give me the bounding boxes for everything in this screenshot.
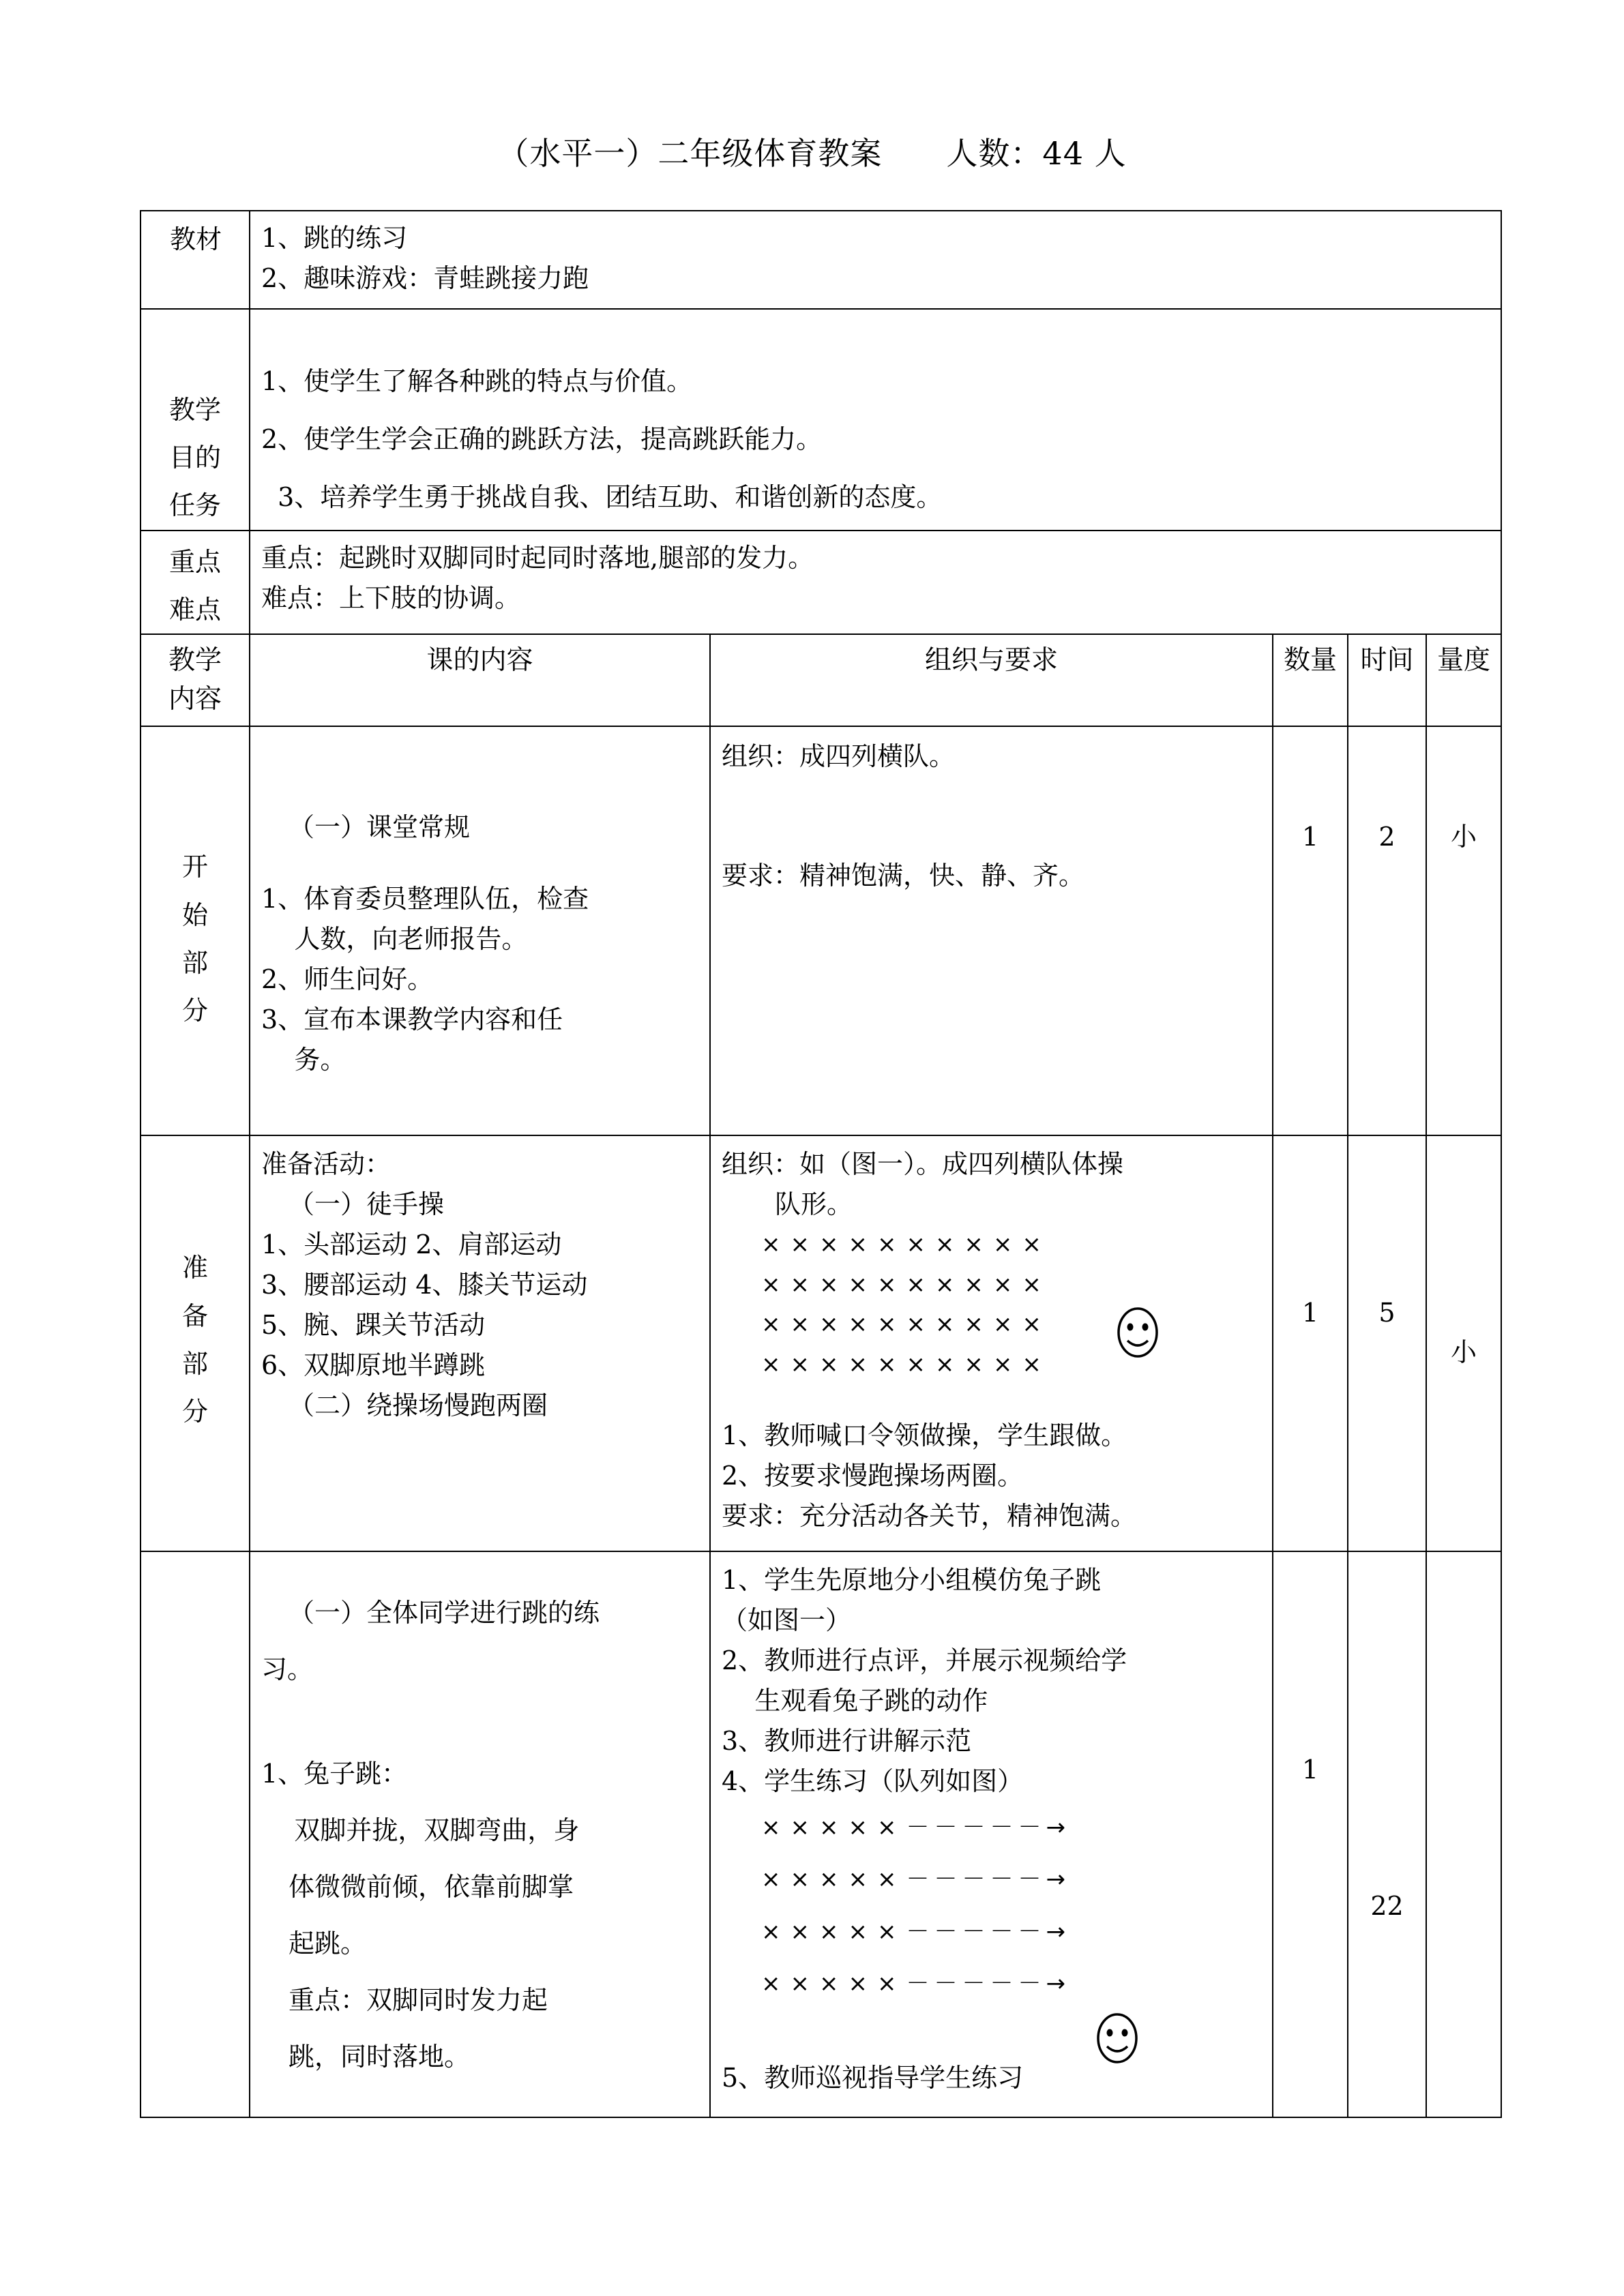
prepare-content-line-6: 6、双脚原地半蹲跳 bbox=[261, 1350, 486, 1380]
main-content-line-4: 双脚并拢，双脚弯曲，身 bbox=[261, 1815, 580, 1846]
smiley-face-icon bbox=[1117, 1307, 1159, 1358]
spacer bbox=[722, 2042, 1263, 2058]
main-content-line-6: 起跳。 bbox=[289, 1928, 367, 1958]
main-org-line-6: 4、学生练习（队列如图） bbox=[722, 1765, 1024, 1796]
start-content-line-3: 人数，向老师报告。 bbox=[261, 924, 528, 955]
prepare-org-tail-2: 2、按要求慢跑操场两圈。 bbox=[722, 1460, 1024, 1491]
arrow-formation-row-4 bbox=[722, 1958, 1263, 2010]
focus-content-cell bbox=[250, 531, 1501, 635]
start-org-line-2: 要求：精神饱满，快、静、齐。 bbox=[722, 861, 1085, 891]
table-header-row bbox=[141, 634, 1501, 726]
spacer bbox=[722, 2010, 1263, 2042]
prepare-quantity-cell bbox=[1273, 1135, 1348, 1551]
arrow-row-2-marks: ××××× bbox=[761, 1866, 906, 1894]
table-row-section-start bbox=[141, 726, 1501, 1135]
spacer bbox=[722, 777, 1263, 808]
spacer bbox=[261, 848, 700, 879]
prepare-content-line-2: （一）徒手操 bbox=[289, 1189, 445, 1220]
arrow-row-1-arrow: → bbox=[1046, 1813, 1065, 1841]
formation-row-3: ×××××××××× bbox=[761, 1311, 1051, 1339]
arrow-formation-row-1 bbox=[722, 1802, 1263, 1854]
focus-line-1: 重点：起跳时双脚同时起同时落地,腿部的发力。 bbox=[261, 542, 814, 573]
header-lesson-content-text: 课的内容 bbox=[426, 645, 533, 676]
table-row-focus bbox=[141, 531, 1501, 635]
row-label-focus-line1: 重点 bbox=[168, 546, 221, 577]
main-org-line-2: （如图一） bbox=[722, 1605, 852, 1636]
spacer bbox=[722, 1384, 1263, 1416]
objective-line-1: 1、使学生了解各种跳的特点与价值。 bbox=[261, 366, 693, 396]
table-row-section-prepare bbox=[141, 1135, 1501, 1551]
formation-row-4: ×××××××××× bbox=[761, 1350, 1051, 1378]
formation-row-1: ×××××××××× bbox=[761, 1231, 1051, 1259]
spacer bbox=[261, 1706, 700, 1738]
section-label-start bbox=[141, 726, 250, 1135]
prepare-time-cell bbox=[1348, 1135, 1426, 1551]
prepare-content-line-3: 1、头部运动 2、肩部运动 bbox=[261, 1229, 562, 1260]
section-main-organization-cell bbox=[710, 1551, 1273, 2117]
arrow-row-3-dashes: －－－－－ bbox=[906, 1918, 1046, 1945]
section-label-prepare-char-1: 准 bbox=[181, 1253, 208, 1283]
arrow-row-4-dashes: －－－－－ bbox=[906, 1970, 1046, 1998]
section-label-start-char-3: 部 bbox=[181, 947, 208, 978]
start-quantity-value: 1 bbox=[1301, 822, 1319, 852]
main-org-tail-1: 5、教师巡视指导学生练习 bbox=[722, 2062, 1024, 2093]
header-intensity-text: 量度 bbox=[1436, 645, 1490, 676]
prepare-intensity-cell bbox=[1426, 1135, 1501, 1551]
section-label-start-char-2: 始 bbox=[181, 899, 208, 930]
main-org-line-4: 生观看兔子跳的动作 bbox=[722, 1686, 988, 1716]
start-content-line-6: 务。 bbox=[261, 1044, 346, 1075]
prepare-content-line-1: 准备活动： bbox=[261, 1149, 392, 1180]
main-intensity-cell bbox=[1426, 1551, 1501, 2117]
row-label-objectives-line3: 任务 bbox=[168, 490, 221, 521]
section-label-prepare-char-2: 备 bbox=[181, 1300, 208, 1331]
arrow-row-1-dashes: －－－－－ bbox=[906, 1813, 1046, 1841]
start-time-cell bbox=[1348, 726, 1426, 1135]
main-quantity-value: 1 bbox=[1301, 1755, 1319, 1785]
header-cell-time bbox=[1348, 634, 1426, 726]
row-label-textbook bbox=[141, 211, 250, 309]
prepare-time-value: 5 bbox=[1378, 1298, 1396, 1328]
arrow-row-3-arrow: → bbox=[1046, 1918, 1065, 1945]
spacer bbox=[722, 839, 1263, 856]
textbook-content-cell bbox=[250, 211, 1501, 309]
main-intensity-value bbox=[1427, 1552, 1501, 1750]
main-org-line-5: 3、教师进行讲解示范 bbox=[722, 1725, 972, 1756]
spacer bbox=[722, 808, 1263, 839]
table-row-section-main bbox=[141, 1551, 1501, 2117]
main-org-line-3: 2、教师进行点评，并展示视频给学 bbox=[722, 1645, 1127, 1676]
start-time-value: 2 bbox=[1378, 822, 1396, 852]
formation-row-2: ×××××××××× bbox=[761, 1270, 1051, 1298]
prepare-content-line-5: 5、腕、踝关节活动 bbox=[261, 1309, 486, 1340]
header-cell-teaching-content bbox=[141, 634, 250, 726]
focus-line-2: 难点：上下肢的协调。 bbox=[261, 582, 521, 613]
main-time-value: 22 bbox=[1370, 1891, 1404, 1922]
prepare-quantity-value: 1 bbox=[1301, 1298, 1319, 1328]
prepare-org-head-2: 队形。 bbox=[775, 1189, 853, 1220]
prepare-intensity-value: 小 bbox=[1450, 1337, 1477, 1368]
prepare-content-line-7: （二）绕操场慢跑两圈 bbox=[289, 1390, 548, 1420]
textbook-line-2: 2、趣味游戏：青蛙跳接力跑 bbox=[261, 263, 589, 293]
section-main-content-cell bbox=[250, 1551, 710, 2117]
main-content-line-3: 1、兔子跳： bbox=[261, 1759, 408, 1789]
start-content-line-2: 1、体育委员整理队伍，检查 bbox=[261, 884, 589, 914]
header-teaching-content-line2: 内容 bbox=[168, 683, 222, 715]
row-label-objectives-line2: 目的 bbox=[168, 443, 221, 473]
section-label-prepare-char-3: 部 bbox=[181, 1348, 208, 1379]
row-label-objectives bbox=[141, 309, 250, 531]
section-label-prepare-char-4: 分 bbox=[181, 1397, 208, 1427]
arrow-formation-row-3 bbox=[722, 1906, 1263, 1958]
start-quantity-cell bbox=[1273, 726, 1348, 1135]
section-label-start-char-4: 分 bbox=[181, 996, 208, 1026]
arrow-row-4-marks: ××××× bbox=[761, 1970, 906, 1998]
header-cell-lesson-content bbox=[250, 634, 710, 726]
main-content-line-8: 跳，同时落地。 bbox=[289, 2041, 471, 2072]
main-content-line-1: （一）全体同学进行跳的练 bbox=[289, 1598, 600, 1628]
start-content-line-1: （一）课堂常规 bbox=[289, 812, 471, 843]
lesson-plan-table bbox=[140, 210, 1502, 2118]
main-content-line-5: 体微微前倾，依靠前脚掌 bbox=[289, 1871, 574, 1902]
smiley-face-icon-2 bbox=[1096, 2012, 1138, 2064]
start-content-line-5: 3、宣布本课教学内容和任 bbox=[261, 1004, 563, 1034]
header-quantity-text: 数量 bbox=[1283, 645, 1337, 676]
arrow-formation-row-2 bbox=[722, 1853, 1263, 1906]
header-cell-quantity bbox=[1273, 634, 1348, 726]
table-row-textbook bbox=[141, 211, 1501, 309]
main-quantity-cell bbox=[1273, 1551, 1348, 2117]
arrow-row-2-dashes: －－－－－ bbox=[906, 1866, 1046, 1894]
start-intensity-value: 小 bbox=[1450, 822, 1477, 852]
start-content-line-4: 2、师生问好。 bbox=[261, 964, 434, 995]
header-organization-text: 组织与要求 bbox=[924, 645, 1058, 676]
main-content-line-2: 习。 bbox=[261, 1654, 314, 1685]
section-start-content-cell bbox=[250, 726, 710, 1135]
objective-line-3: 3、培养学生勇于挑战自我、团结互助、和谐创新的态度。 bbox=[261, 481, 943, 512]
header-cell-organization bbox=[710, 634, 1273, 726]
header-time-text: 时间 bbox=[1360, 645, 1414, 676]
arrow-row-4-arrow: → bbox=[1046, 1970, 1065, 1998]
start-org-line-1: 组织：成四列横队。 bbox=[722, 741, 956, 772]
section-prepare-content-cell bbox=[250, 1135, 710, 1551]
row-label-focus-line2: 难点 bbox=[168, 594, 221, 625]
page-title: （水平一）二年级体育教案 人数：44 人 bbox=[497, 135, 1127, 172]
section-prepare-organization-cell bbox=[710, 1135, 1273, 1551]
table-row-objectives bbox=[141, 309, 1501, 531]
header-cell-intensity bbox=[1426, 634, 1501, 726]
row-label-objectives-line1: 教学 bbox=[168, 394, 221, 425]
arrow-row-3-marks: ××××× bbox=[761, 1918, 906, 1945]
prepare-org-tail-1: 1、教师喊口令领做操，学生跟做。 bbox=[722, 1420, 1127, 1451]
prepare-org-tail-3: 要求：充分活动各关节，精神饱满。 bbox=[722, 1500, 1137, 1531]
section-start-organization-cell bbox=[710, 726, 1273, 1135]
section-label-prepare bbox=[141, 1135, 250, 1551]
row-label-focus bbox=[141, 531, 250, 635]
main-org-line-1: 1、学生先原地分小组模仿兔子跳 bbox=[722, 1565, 1102, 1596]
row-label-textbook-text: 教材 bbox=[169, 224, 222, 254]
textbook-line-1: 1、跳的练习 bbox=[261, 223, 408, 253]
main-content-line-7: 重点：双脚同时发力起 bbox=[289, 1984, 548, 2015]
section-label-start-char-1: 开 bbox=[181, 852, 208, 882]
objectives-content-cell bbox=[250, 309, 1501, 531]
header-teaching-content-line1: 教学 bbox=[168, 645, 222, 676]
main-time-cell bbox=[1348, 1551, 1426, 2117]
arrow-row-2-arrow: → bbox=[1046, 1866, 1065, 1894]
start-intensity-cell bbox=[1426, 726, 1501, 1135]
spacer bbox=[261, 1738, 700, 1754]
objective-line-2: 2、使学生学会正确的跳跃方法，提高跳跃能力。 bbox=[261, 423, 823, 454]
section-label-main bbox=[141, 1551, 250, 2117]
arrow-row-1-marks: ××××× bbox=[761, 1813, 906, 1841]
prepare-content-line-4: 3、腰部运动 4、膝关节运动 bbox=[261, 1270, 588, 1300]
prepare-org-head-1: 组织：如（图一）。成四列横队体操 bbox=[722, 1149, 1124, 1180]
